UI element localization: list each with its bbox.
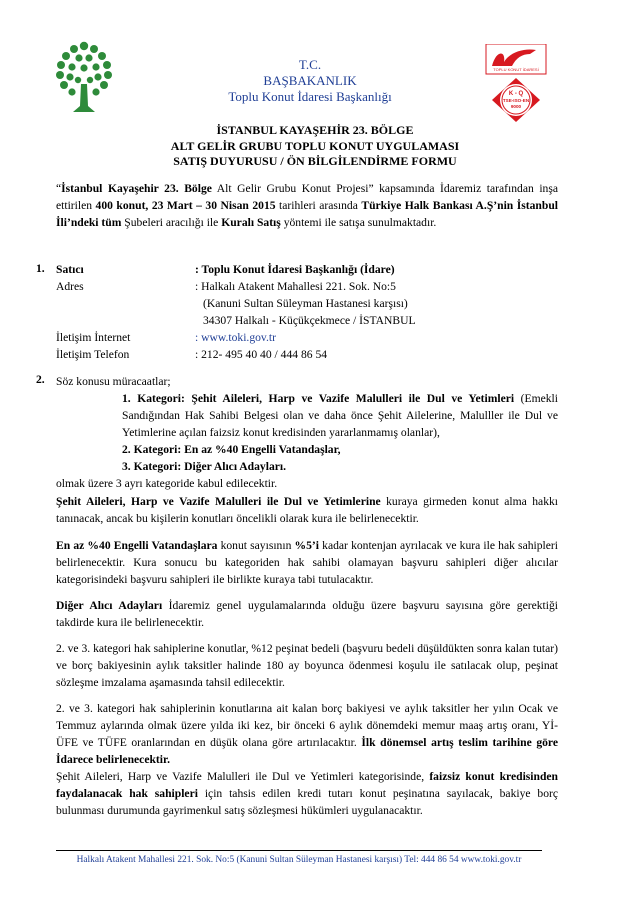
footer-address: Halkalı Atakent Mahallesi 221. Sok. No:5 (Kanuni Sultan Süleyman Hastanesi karşısı) Tel: 444 86 54 www.toki.gov.tr [76, 855, 522, 865]
badge-line1: K - Q [508, 91, 524, 97]
header-toki: Toplu Konut İdaresi Başkanlığı [228, 89, 392, 104]
faizsiz-paragraph [56, 768, 558, 819]
engelli-bold2: %5’i [294, 539, 320, 552]
engelli-bold1: En az %40 Engelli Vatandaşlara [56, 539, 218, 552]
intro-text2: tarihleri arasında [275, 199, 362, 212]
section2-tail: olmak üzere 3 ayrı kategoride kabul edilecektir. [56, 477, 278, 490]
sehit-bold: Şehit Aileleri, Harp ve Vazife Malulleri ile Dul ve Yetimlerine [56, 495, 381, 508]
title-line2: ALT GELİR GRUBU TOPLU KONUT UYGULAMASI [170, 138, 460, 153]
telefon-row [56, 347, 558, 364]
category1-title: 1. Kategori: Şehit Aileleri, Harp ve Vazife Malulleri ile Dul ve Yetimleri [122, 392, 515, 405]
adres-row3 [56, 313, 558, 330]
header-block [150, 57, 470, 105]
category1-item [122, 390, 558, 441]
badge-line3: 9000 [510, 104, 522, 109]
satici-row [56, 262, 558, 279]
intro-project-name: İstanbul Kayaşehir 23. Bölge [61, 182, 212, 195]
document-title [60, 123, 570, 170]
intro-paragraph [56, 180, 558, 231]
diger-paragraph [56, 597, 558, 631]
pesinat-paragraph: 2. ve 3. kategori hak sahiplerine konutlar, %12 peşinat bedeli (başvuru bedeli düşüldükten sonra kalan tutar) ve borç bakiyesinin aylık taksitler halinde 180 ay boyunca ödenmesi koşulu ile satılacak olup, peşinat sözleşme imzalama aşamasında tahsil edilecektir. [56, 642, 558, 689]
adres-row2 [56, 296, 558, 313]
adres-row [56, 279, 558, 296]
intro-text3: Şubeleri aracılığı ile [121, 216, 222, 229]
intro-quote: “ [56, 182, 62, 195]
header-basbakanlik: BAŞBAKANLIK [263, 73, 357, 88]
faizsiz-bold: faizsiz konut kredisinden faydalanacak hak sahipleri [56, 770, 559, 800]
intro-method: Kuralı Satış [221, 216, 281, 229]
adres-line1: : Halkalı Atakent Mahallesi 221. Sok. No:5 [195, 280, 396, 293]
internet-label: İletişim İnternet [56, 331, 131, 344]
title-line3: SATIŞ DUYURUSU / ÖN BİLGİLENDİRME FORMU [173, 154, 457, 168]
internet-link[interactable]: : www.toki.gov.tr [195, 331, 276, 344]
sehit-paragraph [56, 493, 558, 527]
engelli-text2: kadar kontenjan ayrılacak ve kura ile hak sahipleri belirlenecektir. Kura sonucu bu kategoriden hak sahibi olamayan başvuru sahipleri diğer alıcılar kategorisindeki başvuru sahipleri ile birlikte kuraya tabi tutulacaktır. [56, 539, 558, 586]
adres-line2: (Kanuni Sultan Süleyman Hastanesi karşısı) [203, 297, 408, 310]
title-line1: İSTANBUL KAYAŞEHİR 23. BÖLGE [216, 123, 414, 137]
adres-label: Adres [56, 280, 84, 293]
intro-dates: 400 konut, 23 Mart – 30 Nisan 2015 [95, 199, 276, 212]
taksit-paragraph [56, 700, 558, 768]
satici-value: : Toplu Konut İdaresi Başkanlığı (İdare) [195, 263, 395, 276]
telefon-label: İletişim Telefon [56, 348, 130, 361]
category1-text: (Emekli Sandığından Hak Sahibi Belgesi olan ve daha önce Şehit Ailelerine, Malulller ile Dul ve Yetimlerine açılan faizsiz konut kredisinden yararlanmamış olanlar), [122, 392, 558, 439]
toki-tree-logo-icon [50, 40, 118, 114]
internet-row [56, 330, 558, 347]
diger-text: İdaremiz genel uygulamalarında olduğu üzere başvuru sayısına göre gerektiği takdirde kura ile belirlenecektir. [56, 599, 558, 629]
category2-item: 2. Kategori: En az %40 Engelli Vatandaşlar, [122, 443, 341, 456]
satici-label: Satıcı [56, 263, 84, 276]
section1-number: 1. [36, 262, 45, 275]
section2-number: 2. [36, 373, 45, 386]
badge-line2: TSE-ISO-EN [502, 98, 530, 103]
taksit-bold: İlk dönemsel artış teslim tarihine göre İdarece belirlenecektir. [56, 736, 558, 766]
intro-text1: Alt Gelir Grubu Konut Projesi” kapsamında İdaremiz tarafından inşa ettirilen [56, 182, 558, 212]
diger-bold: Diğer Alıcı Adayları [56, 599, 163, 612]
engelli-text1: konut sayısının [217, 539, 295, 552]
header-tc: T.C. [298, 57, 322, 72]
faizsiz-text1: Şehit Aileleri, Harp ve Vazife Malulleri ile Dul ve Yetimleri kategorisinde, [56, 770, 430, 783]
section2-lead: Söz konusu müracaatlar; [56, 375, 171, 388]
faizsiz-text2: için tahsis edilen kredi tutarı konut peşinatına sayılacak, bakiye borç bulunması durumunda gayrimenkul satış sözleşmesi hükümleri uygulanacaktır. [56, 787, 558, 817]
engelli-paragraph [56, 537, 558, 588]
taksit-text: 2. ve 3. kategori hak sahiplerinin konutlarına ait kalan borç bakiyesi ve aylık taksitler her yılın Ocak ve Temmuz aylarında olmak üzere yılda iki kez, bir önceki 6 aylık dönemdeki memur maaş artış oranı, Yİ-ÜFE ve TÜFE oranlarından en düşük olana göre artırılacaktır. [56, 702, 558, 749]
adres-line3: 34307 Halkalı - Küçükçekmece / İSTANBUL [203, 314, 416, 327]
sehit-text: kuraya girmeden konut alma hakkı tanınacak, ancak bu kişilerin konutları öncelikli olarak kura ile belirlenecektir. [56, 495, 559, 525]
intro-bank: Türkiye Halk Bankası A.Ş’nin İstanbul İli’ndeki tüm [56, 199, 558, 229]
category3-item: 3. Kategori: Diğer Alıcı Adayları. [122, 460, 287, 473]
logo-caption: TOPLU KONUT İDARESİ [493, 67, 539, 72]
intro-text4: yöntemi ile satışa sunulmaktadır. [280, 216, 437, 229]
telefon-value: : 212- 495 40 40 / 444 86 54 [195, 348, 328, 361]
footer-divider [56, 850, 542, 851]
